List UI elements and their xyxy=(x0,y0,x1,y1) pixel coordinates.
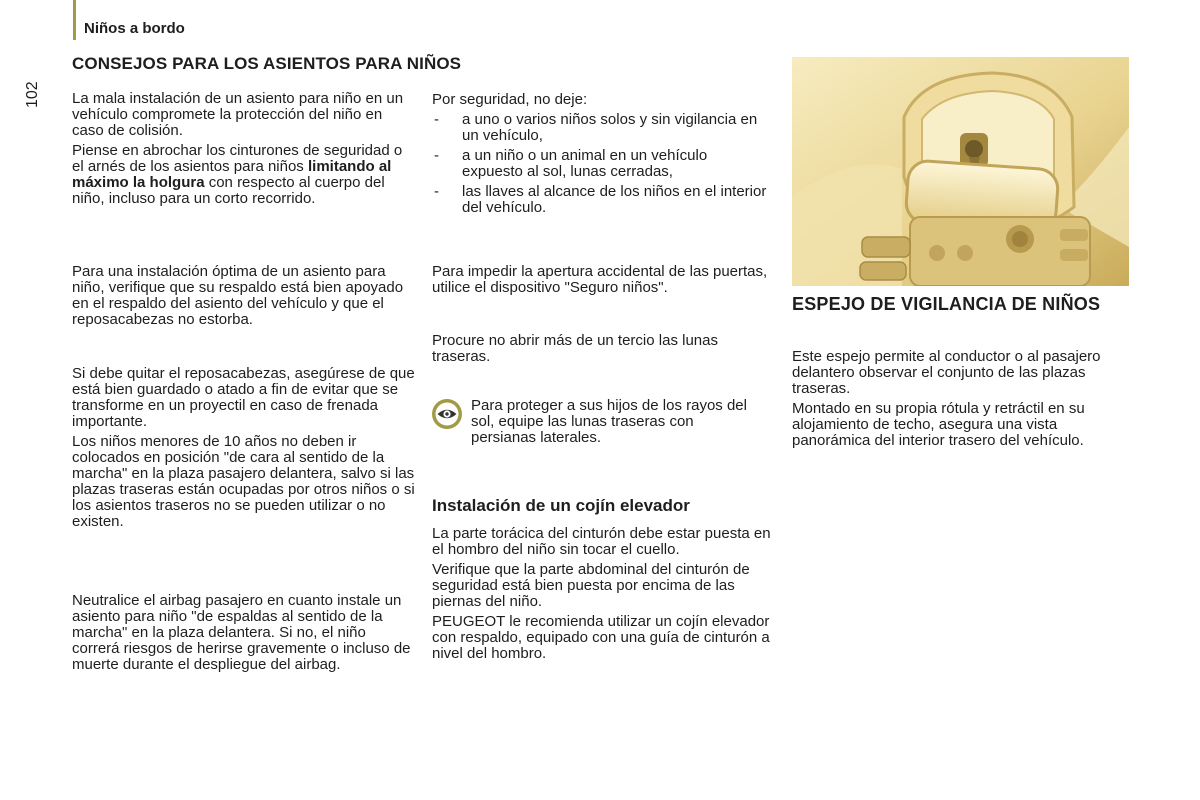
col2-safety-intro: Por seguridad, no deje: xyxy=(432,91,588,108)
col1-block-headrest xyxy=(72,366,417,534)
col2-block-windows xyxy=(432,333,772,369)
col1-belts-bold: limitando al máximo la holgura xyxy=(72,158,392,191)
col2-block-booster xyxy=(432,498,772,666)
main-title: CONSEJOS PARA LOS ASIENTOS PARA NIÑOS xyxy=(72,54,462,73)
col1-paragraph-belts xyxy=(72,143,417,207)
col1-paragraph-backrest: Para una instalación óptima de un asiento para niño, verifique que su respaldo está bien apoyado en el respaldo del asiento del vehículo y que el reposacabezas no estorba. xyxy=(72,263,404,328)
col2-safety-list xyxy=(432,112,772,216)
col1-belts-text-b: con respecto al cuerpo del niño, incluso para un corto recorrido. xyxy=(72,174,385,207)
col1-paragraph-under-10: Los niños menores de 10 años no deben ir colocados en posición "de cara al sentido de la marcha" en la plaza pasajero delantera, salvo si las plazas traseras están ocupadas por otros niños o si los asientos traseros no se pueden utilizar o no existen. xyxy=(72,433,415,530)
mirror-paragraph-mounting: Montado en su propia rótula y retráctil en su alojamiento de techo, asegura una vista panorámica del interior trasero del vehículo. xyxy=(792,400,1085,449)
col2-paragraph-windows: Procure no abrir más de un tercio las lunas traseras. xyxy=(432,332,718,365)
col2-block-safety xyxy=(432,92,772,220)
col1-paragraph-headrest: Si debe quitar el reposacabezas, asegúrese de que está bien guardado o atado a fin de evitar que se transforme en un proyectil en caso de frenada importante. xyxy=(72,365,415,430)
section-label: Niños a bordo xyxy=(84,20,185,37)
list-item: - las llaves al alcance de los niños en el interior del vehículo. xyxy=(432,184,772,216)
sun-protection-tip: Para proteger a sus hijos de los rayos del sol, equipe las lunas traseras con persianas laterales. xyxy=(471,397,747,446)
col2-block-lock xyxy=(432,264,772,300)
booster-paragraph-thoracic: La parte torácica del cinturón debe estar puesta en el hombro del niño sin tocar el cuello. xyxy=(432,525,771,558)
section-accent-bar xyxy=(73,0,76,40)
booster-heading: Instalación de un cojín elevador xyxy=(432,496,690,515)
mirror-heading: ESPEJO DE VIGILANCIA DE NIÑOS xyxy=(792,294,1101,314)
mirror-illustration xyxy=(792,57,1129,286)
col1-paragraph-airbag: Neutralice el airbag pasajero en cuanto instale un asiento para niño "de espaldas al sentido de la marcha" en la plaza delantera. Si no, el niño correrá riesgos de herirse gravemente o incluso de muerte durante el despliegue del airbag. xyxy=(72,592,411,673)
page-number: 102 xyxy=(24,81,41,108)
col1-paragraph-installation: La mala instalación de un asiento para niño en un vehículo compromete la protección del niño en caso de colisión. xyxy=(72,90,404,139)
col3-block-mirror xyxy=(792,349,1132,453)
col1-block-backrest xyxy=(72,264,417,332)
col1-block-intro xyxy=(72,91,417,211)
eye-icon xyxy=(432,399,462,429)
col1-belts-text-a: Piense en abrochar los cinturones de seguridad o el arnés de los asientos para niños xyxy=(72,142,403,175)
mirror-paragraph-purpose: Este espejo permite al conductor o al pasajero delantero observar el conjunto de las plazas traseras. xyxy=(792,348,1101,397)
col1-block-airbag xyxy=(72,593,417,677)
col2-paragraph-child-lock: Para impedir la apertura accidental de las puertas, utilice el dispositivo "Seguro niños". xyxy=(432,263,768,296)
list-item: - a un niño o un animal en un vehículo expuesto al sol, lunas cerradas, xyxy=(432,148,772,180)
booster-paragraph-recommendation: PEUGEOT le recomienda utilizar un cojín elevador con respaldo, equipado con una guía de cinturón a nivel del hombro. xyxy=(432,613,770,662)
list-item: - a uno o varios niños solos y sin vigilancia en un vehículo, xyxy=(432,112,772,144)
booster-paragraph-abdominal: Verifique que la parte abdominal del cinturón de seguridad está bien puesta por encima de las piernas del niño. xyxy=(432,561,750,610)
